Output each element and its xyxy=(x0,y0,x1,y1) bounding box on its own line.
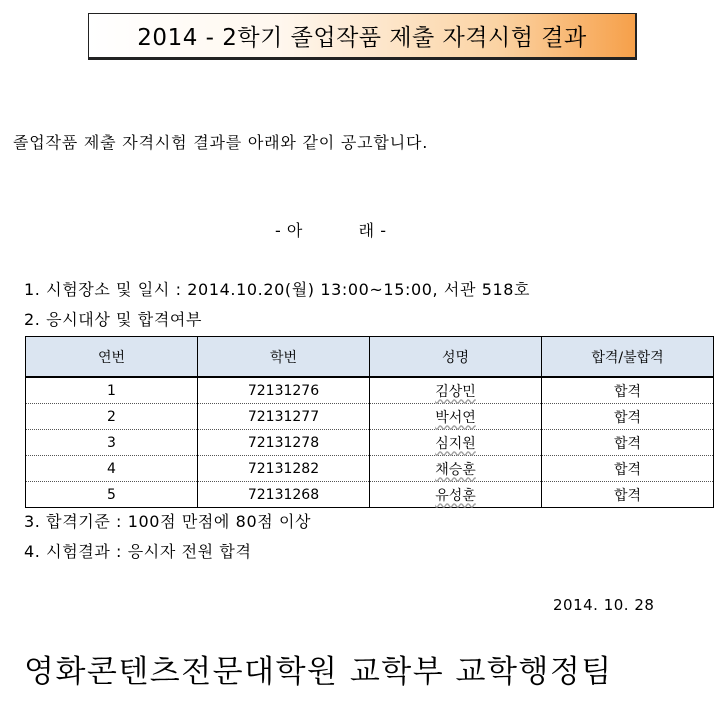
cell-student-id: 72131268 xyxy=(198,482,370,508)
cell-number: 2 xyxy=(26,404,198,430)
item-pass-criteria: 3. 합격기준 : 100점 만점에 80점 이상 xyxy=(24,512,312,531)
cell-result: 합격 xyxy=(542,377,714,404)
table-row xyxy=(26,377,714,404)
header-name: 성명 xyxy=(370,337,542,378)
student-name: 김상민 xyxy=(435,383,476,400)
student-name: 심지원 xyxy=(435,435,476,452)
cell-name xyxy=(370,404,542,430)
cell-name xyxy=(370,377,542,404)
cell-result: 합격 xyxy=(542,404,714,430)
cell-student-id: 72131282 xyxy=(198,456,370,482)
table-header-row xyxy=(26,337,714,378)
document-title xyxy=(88,13,637,60)
cell-student-id: 72131278 xyxy=(198,430,370,456)
cell-number: 3 xyxy=(26,430,198,456)
cell-name xyxy=(370,456,542,482)
header-student-id: 학번 xyxy=(198,337,370,378)
results-table xyxy=(25,336,714,508)
item-exam-location: 1. 시험장소 및 일시 : 2014.10.20(월) 13:00~15:00, 서관 518호 xyxy=(24,280,531,299)
cell-number: 4 xyxy=(26,456,198,482)
student-name: 유성훈 xyxy=(435,487,476,504)
intro-text: 졸업작품 제출 자격시험 결과를 아래와 같이 공고합니다. xyxy=(13,133,429,152)
document-title-text: 2014 - 2학기 졸업작품 제출 자격시험 결과 xyxy=(137,25,587,51)
organization-name: 영화콘텐츠전문대학원 교학부 교학행정팀 xyxy=(24,654,613,690)
header-result: 합격/불합격 xyxy=(542,337,714,378)
cell-result: 합격 xyxy=(542,456,714,482)
item-exam-result: 4. 시험결과 : 응시자 전원 합격 xyxy=(24,542,252,561)
cell-student-id: 72131277 xyxy=(198,404,370,430)
cell-result: 합격 xyxy=(542,482,714,508)
table-row xyxy=(26,456,714,482)
student-name: 채승훈 xyxy=(435,461,476,478)
table-row xyxy=(26,404,714,430)
cell-student-id: 72131276 xyxy=(198,377,370,404)
notice-heading: - 아 래 - xyxy=(275,221,387,240)
header-number: 연번 xyxy=(26,337,198,378)
item-candidates: 2. 응시대상 및 합격여부 xyxy=(24,310,203,329)
cell-result: 합격 xyxy=(542,430,714,456)
cell-name xyxy=(370,482,542,508)
cell-number: 5 xyxy=(26,482,198,508)
table-row xyxy=(26,430,714,456)
student-name: 박서연 xyxy=(435,409,476,426)
cell-name xyxy=(370,430,542,456)
table-row xyxy=(26,482,714,508)
cell-number: 1 xyxy=(26,377,198,404)
announcement-date: 2014. 10. 28 xyxy=(553,596,655,614)
